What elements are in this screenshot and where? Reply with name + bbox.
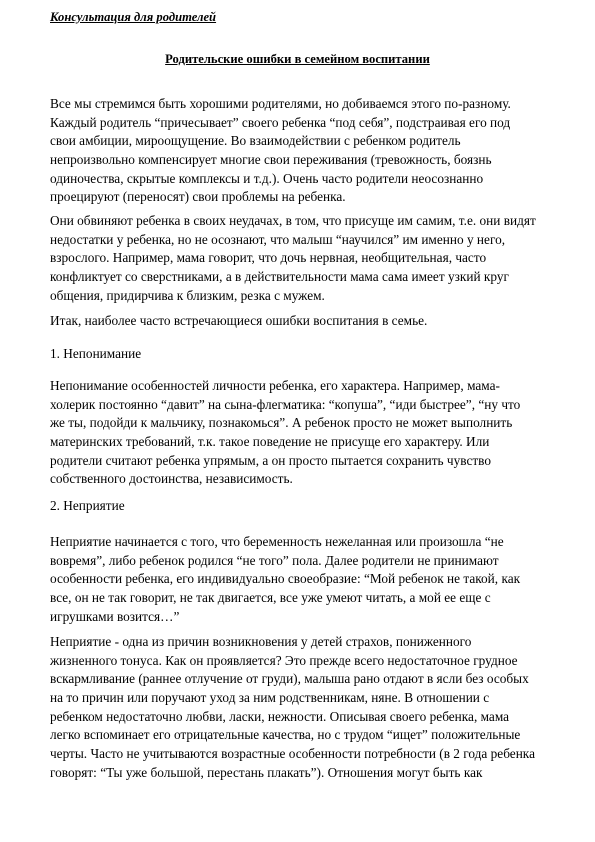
text-line: 1. Непонимание bbox=[50, 346, 142, 361]
page-header: Консультация для родителей bbox=[50, 10, 217, 24]
text-line: вовремя”, либо ребенок родился “не того” пола. Далее родители не принимают bbox=[50, 552, 499, 568]
text-line: 2. Неприятие bbox=[50, 498, 125, 513]
text-line: Итак, наиболее часто встречающиеся ошибки воспитания в семье. bbox=[50, 313, 428, 328]
text-line: Все мы стремимся быть хорошими родителями, но добиваемся этого по-разному. bbox=[50, 96, 511, 111]
text-line: одиночества, скрытые комплексы и т.д.). Очень часто родители неосознанно bbox=[50, 170, 484, 186]
paragraph bbox=[50, 633, 570, 783]
paragraph bbox=[50, 212, 570, 305]
document-title: Родительские ошибки в семейном воспитании bbox=[165, 52, 430, 66]
text-line: общения, придирчива к близким, резка с мужем. bbox=[50, 287, 325, 303]
text-line: конфликтует со сверстниками, а в действительности мама сама имеет узкий круг bbox=[50, 269, 509, 285]
paragraph bbox=[50, 377, 570, 489]
text-line: холерик постоянно “давит” на сына-флегматика: “копуша”, “иди быстрее”, “ну что bbox=[50, 396, 521, 412]
text-line: легко вспоминает его отрицательные качества, но с трудом “ищет” положительные bbox=[50, 727, 521, 743]
text-line: Неприятие - одна из причин возникновения у детей страхов, пониженного bbox=[50, 634, 472, 649]
text-line: собственного достоинства, независимость. bbox=[50, 471, 293, 487]
text-line: все, он не так говорит, не так двигается, все уже умеют читать, а мой ее еще с bbox=[50, 590, 491, 606]
text-line: же ты, подойди к мальчику, познакомься”. А ребенок просто не может выполнить bbox=[50, 415, 513, 431]
text-line: материнских требований, т.к. такое поведение не присуще его характеру. Или bbox=[50, 434, 490, 450]
text-line: взрослого. Например, мама говорит, что дочь нервная, необщительная, часто bbox=[50, 250, 487, 266]
text-line: проецируют (переносят) свои проблемы на ребенка. bbox=[50, 189, 346, 205]
paragraph bbox=[50, 95, 570, 207]
text-line: вскармливание (раннее отлучение от груди), малыша рано отдают в ясли без особых bbox=[50, 671, 529, 687]
text-line: Непонимание особенностей личности ребенка, его характера. Например, мама- bbox=[50, 378, 500, 393]
text-line: ребенком недостаточно любви, ласки, нежности. Описывая своего ребенка, мама bbox=[50, 708, 510, 724]
text-line: недостатки у ребенка, но не осознают, что малыш “научился” им именно у него, bbox=[50, 231, 506, 247]
text-line: особенности ребенка, его индивидуально своеобразие: “Мой ребенок не такой, как bbox=[50, 571, 521, 587]
text-line: говорят: “Ты уже большой, перестань плакать”). Отношения могут быть как bbox=[50, 764, 483, 780]
paragraph bbox=[50, 533, 570, 626]
text-line: свои амбиции, мироощущение. Во взаимодействии с ребенком родитель bbox=[50, 133, 461, 149]
text-line: игрушками возится…” bbox=[50, 608, 180, 624]
text-line: родители считают ребенка упрямым, а он просто пытается сохранить чувство bbox=[50, 452, 492, 468]
paragraph bbox=[50, 497, 570, 516]
text-line: на то причин или поручают уход за ним родственникам, няне. В отношении с bbox=[50, 690, 490, 706]
text-line: черты. Часто не учитываются возрастные особенности потребности (в 2 года ребенка bbox=[50, 746, 535, 762]
text-line: Каждый родитель “причесывает” своего ребенка “под себя”, подстраивая его под bbox=[50, 114, 511, 130]
paragraph bbox=[50, 312, 570, 331]
paragraph bbox=[50, 345, 570, 364]
text-line: Они обвиняют ребенка в своих неудачах, в том, что присуще им самим, т.е. они видят bbox=[50, 213, 536, 228]
text-line: жизненного тонуса. Как он проявляется? Это прежде всего недостаточное грудное bbox=[50, 652, 518, 668]
text-line: непроизвольно компенсирует многие свои переживания (тревожность, боязнь bbox=[50, 152, 492, 168]
text-line: Неприятие начинается с того, что беременность нежеланная или произошла “не bbox=[50, 534, 504, 549]
